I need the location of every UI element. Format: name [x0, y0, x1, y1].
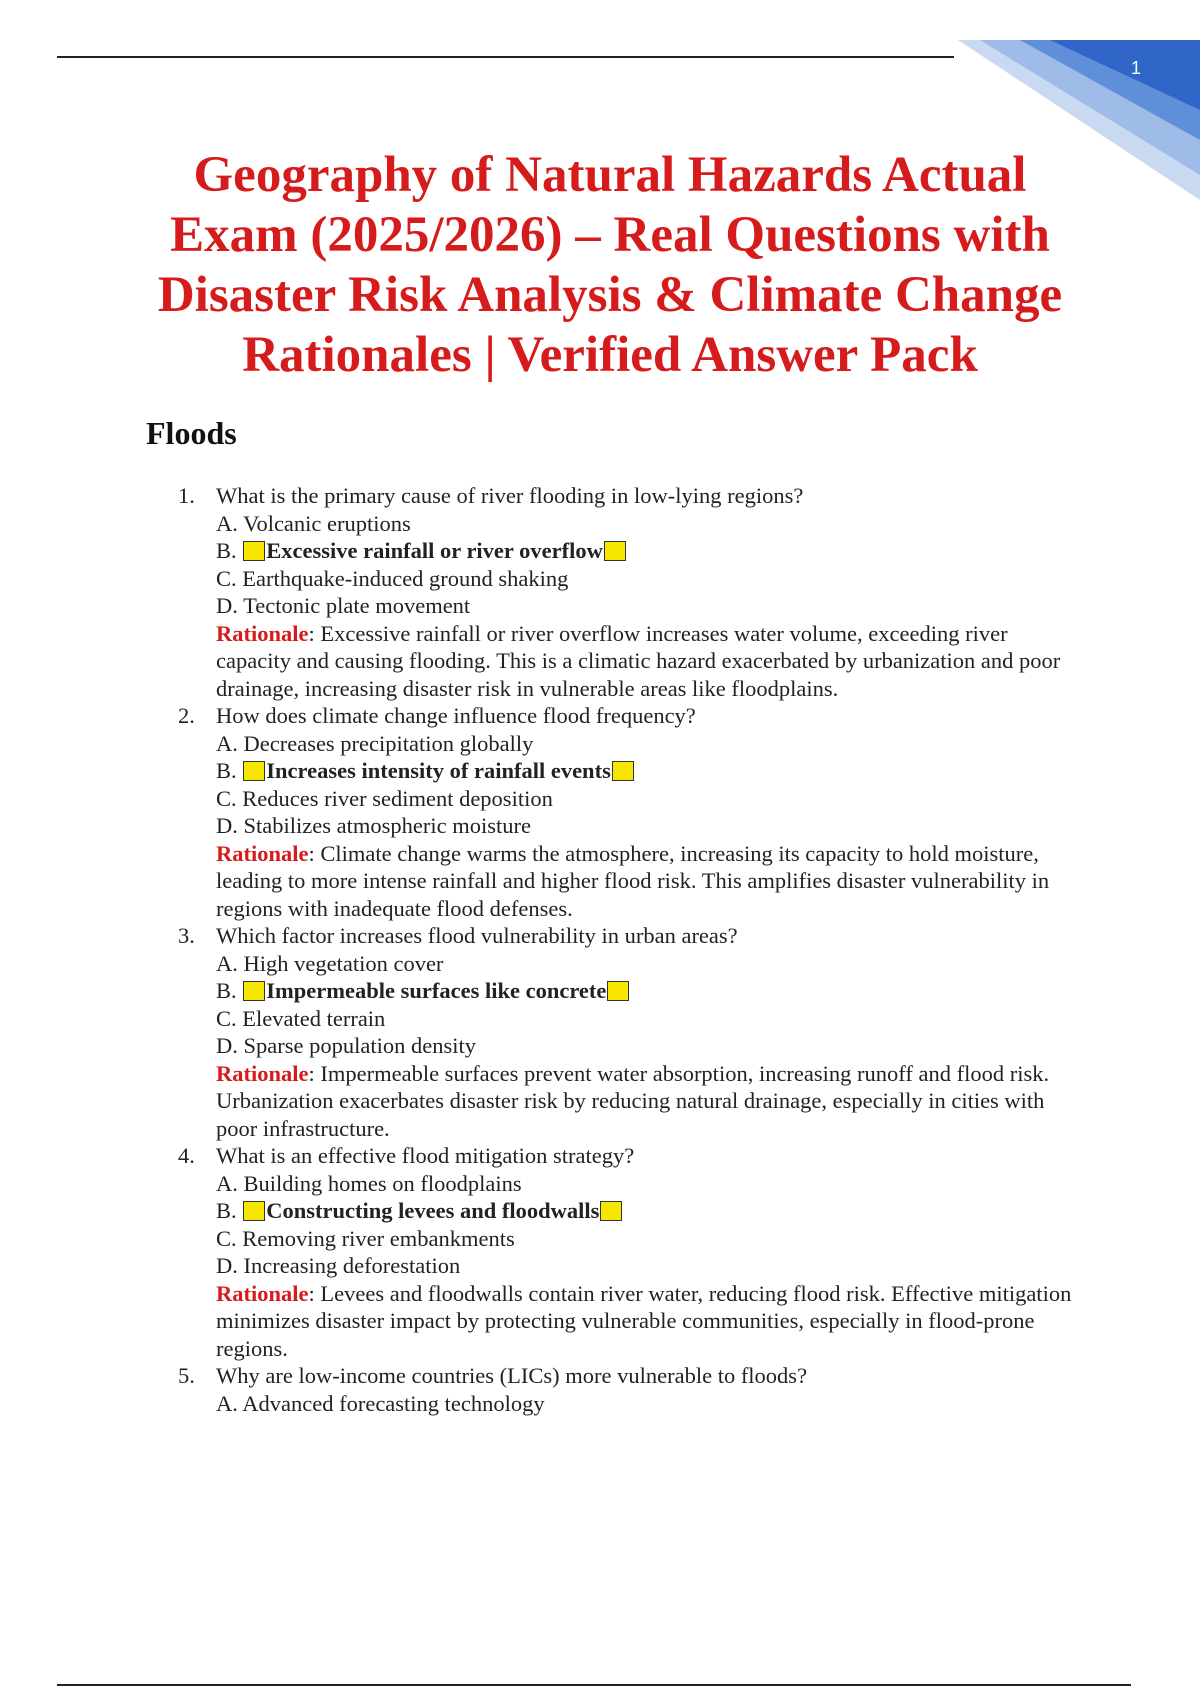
option-text: High vegetation cover	[243, 950, 444, 976]
question-item	[178, 1362, 1078, 1417]
answer-option	[216, 1390, 1078, 1418]
option-text: Decreases precipitation globally	[243, 730, 534, 756]
rationale-text: : Climate change warms the atmosphere, increasing its capacity to hold moisture, leading to more intense rainfall and higher flood risk. This amplifies disaster vulnerability in regions with inadequate flood defenses.	[216, 840, 1050, 921]
page-number: 1	[1131, 58, 1142, 78]
option-text: Increases intensity of rainfall events	[266, 758, 611, 783]
option-letter: B.	[216, 1198, 237, 1223]
question-item	[178, 702, 1078, 922]
option-text: Earthquake-induced ground shaking	[242, 565, 569, 591]
question-number: 3.	[178, 923, 195, 948]
option-letter: C.	[216, 785, 237, 811]
answer-highlight-box	[243, 541, 265, 561]
option-letter: A.	[216, 1390, 238, 1416]
title-line: Disaster Risk Analysis & Climate Change	[157, 267, 1063, 323]
option-text: Impermeable surfaces like concrete	[266, 978, 607, 1003]
rationale-text: : Impermeable surfaces prevent water absorption, increasing runoff and flood risk. Urbanization exacerbates disaster risk by reducing natural drainage, especially in cities with poor infrastructure.	[216, 1060, 1050, 1141]
question-item	[178, 922, 1078, 1142]
answer-option	[216, 730, 1078, 758]
option-letter: C.	[216, 565, 237, 591]
option-letter: D.	[216, 813, 238, 838]
answer-option	[216, 1005, 1078, 1033]
answer-option	[216, 1032, 1078, 1060]
question-list	[178, 482, 1078, 1417]
question-text: What is an effective flood mitigation strategy?	[216, 1143, 635, 1168]
option-text: Advanced forecasting technology	[242, 1390, 545, 1416]
option-text: Elevated terrain	[242, 1005, 386, 1031]
option-letter: B.	[216, 538, 237, 563]
rationale-label: Rationale	[216, 1280, 309, 1306]
answer-option	[216, 565, 1078, 593]
option-text: Volcanic eruptions	[243, 510, 411, 536]
answer-option	[216, 1225, 1078, 1253]
answer-highlight-box	[600, 1201, 622, 1221]
question-text: Which factor increases flood vulnerability in urban areas?	[216, 923, 738, 948]
answer-option	[216, 785, 1078, 813]
correct-option	[216, 757, 1078, 785]
header-rule	[57, 56, 954, 58]
answer-option	[216, 950, 1078, 978]
correct-option	[216, 1197, 1078, 1225]
option-letter: A.	[216, 730, 238, 756]
question-item	[178, 482, 1078, 702]
rationale	[216, 620, 1078, 703]
option-text: Stabilizes atmospheric moisture	[243, 813, 531, 838]
option-text: Tectonic plate movement	[243, 593, 471, 618]
rationale-text: : Levees and floodwalls contain river water, reducing flood risk. Effective mitigation minimizes disaster impact by protecting vulnerable communities, especially in flood-prone regions.	[216, 1280, 1072, 1361]
title-line: Exam (2025/2026) – Real Questions with	[170, 207, 1050, 263]
document-title	[110, 145, 1110, 385]
correct-option	[216, 977, 1078, 1005]
answer-option	[216, 812, 1078, 840]
answer-highlight-box	[243, 981, 265, 1001]
question-text: What is the primary cause of river flooding in low-lying regions?	[216, 483, 804, 508]
option-letter: D.	[216, 1033, 238, 1058]
question-text: Why are low-income countries (LICs) more vulnerable to floods?	[216, 1363, 808, 1388]
question-text: How does climate change influence flood frequency?	[216, 703, 696, 728]
question-number: 5.	[178, 1363, 195, 1388]
question-number: 4.	[178, 1143, 195, 1168]
answer-highlight-box	[243, 1201, 265, 1221]
option-text: Removing river embankments	[242, 1225, 515, 1251]
option-letter: A.	[216, 1170, 238, 1196]
rationale	[216, 1280, 1078, 1363]
option-letter: D.	[216, 1253, 238, 1278]
question-number: 2.	[178, 703, 195, 728]
answer-option	[216, 1170, 1078, 1198]
option-letter: B.	[216, 978, 237, 1003]
rationale-text: : Excessive rainfall or river overflow increases water volume, exceeding river capacity and causing flooding. This is a climatic hazard exacerbated by urbanization and poor drainage, increasing disaster risk in vulnerable areas like floodplains.	[216, 620, 1061, 701]
answer-highlight-box	[604, 541, 626, 561]
section-heading: Floods	[146, 415, 237, 451]
option-text: Excessive rainfall or river overflow	[266, 538, 603, 563]
answer-highlight-box	[612, 761, 634, 781]
option-letter: A.	[216, 510, 238, 536]
answer-option	[216, 592, 1078, 620]
title-line: Geography of Natural Hazards Actual	[193, 147, 1027, 203]
question-number: 1.	[178, 483, 195, 508]
rationale-label: Rationale	[216, 840, 309, 866]
option-text: Building homes on floodplains	[243, 1170, 522, 1196]
answer-highlight-box	[607, 981, 629, 1001]
title-line: Rationales | Verified Answer Pack	[242, 327, 978, 383]
option-letter: C.	[216, 1005, 237, 1031]
rationale	[216, 840, 1078, 923]
option-text: Increasing deforestation	[243, 1253, 461, 1278]
answer-option	[216, 1252, 1078, 1280]
answer-highlight-box	[243, 761, 265, 781]
option-letter: B.	[216, 758, 237, 783]
rationale-label: Rationale	[216, 620, 309, 646]
rationale	[216, 1060, 1078, 1143]
rationale-label: Rationale	[216, 1060, 309, 1086]
option-text: Reduces river sediment deposition	[242, 785, 553, 811]
option-letter: D.	[216, 593, 238, 618]
option-letter: C.	[216, 1225, 237, 1251]
option-letter: A.	[216, 950, 238, 976]
footer-rule	[57, 1684, 1131, 1686]
question-item	[178, 1142, 1078, 1362]
option-text: Constructing levees and floodwalls	[266, 1198, 600, 1223]
correct-option	[216, 537, 1078, 565]
answer-option	[216, 510, 1078, 538]
option-text: Sparse population density	[243, 1033, 476, 1058]
